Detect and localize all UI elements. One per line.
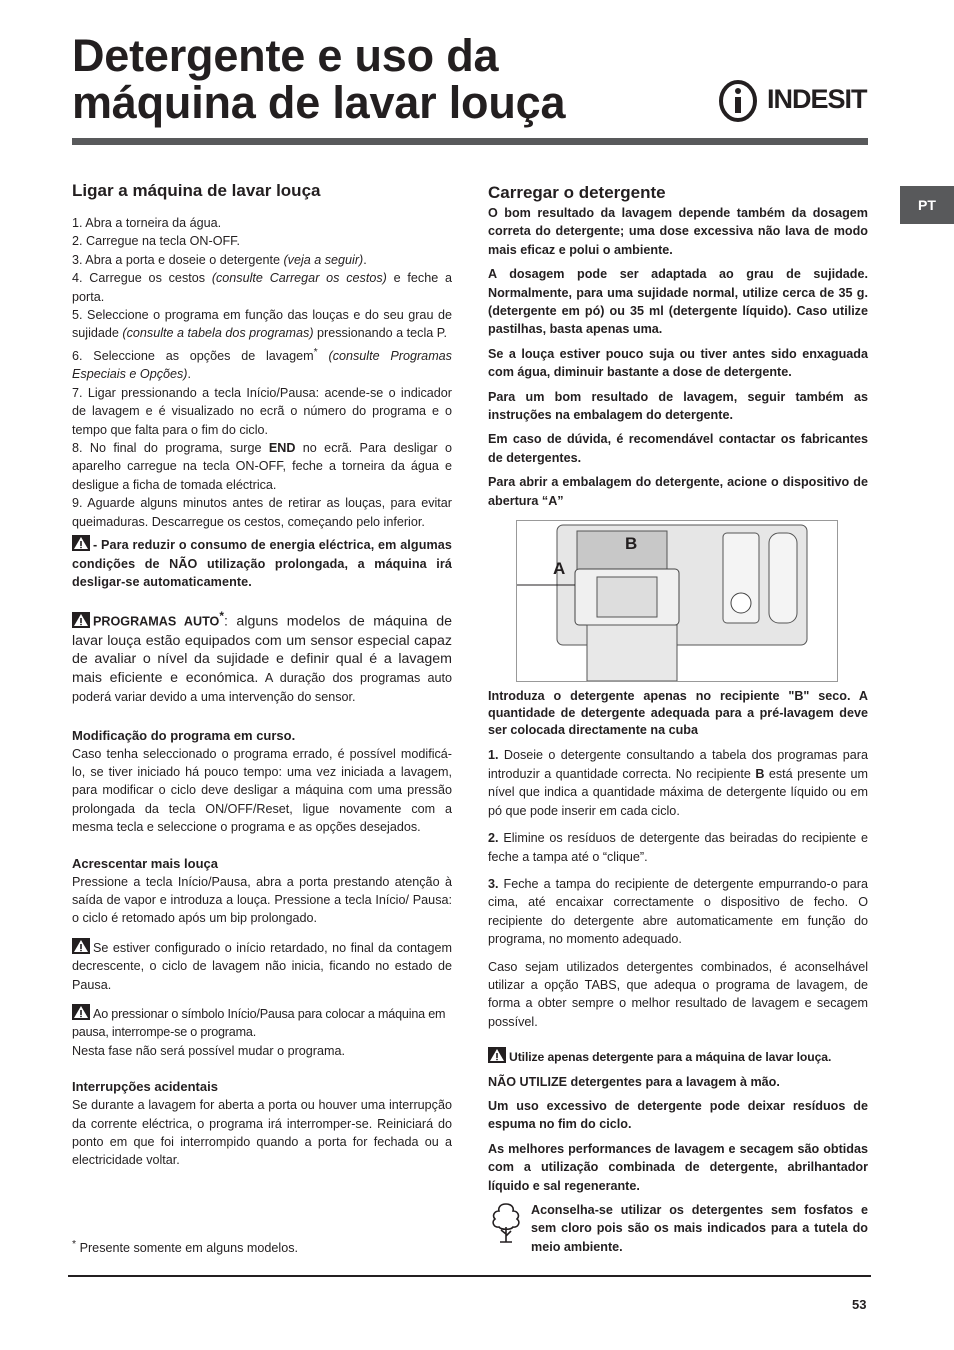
step-1: 1. Doseie o detergente consultando a tabela dos programas para introduzir a quantidade correcta. No recipiente B está presente um nível que indica a quantidade máxima de detergente líquido ou em pó que pode inserir em cada ciclo.	[488, 748, 868, 818]
step-item: 1. Abra a torneira da água.	[72, 216, 222, 230]
brand-name: INDESIT	[767, 84, 867, 114]
page-title: Detergente e uso da máquina de lavar louça	[72, 30, 566, 128]
step-item: 7. Ligar pressionando a tecla Início/Pausa: acende-se o indicador de lavagem e é visualizado no ecrã o número do programa e o tempo que falta para o fim do ciclo.	[72, 385, 452, 437]
step-item: 6. Seleccione as opções de lavagem* (consulte Programas Especiais e Opções).	[72, 345, 452, 382]
section-heading: Carregar o detergente	[488, 183, 666, 202]
eco-note: Aconselha-se utilizar os detergentes sem fosfatos e sem cloro pois são os mais indicados para a tutela do meio ambiente.	[531, 1203, 868, 1254]
page-number: 53	[852, 1297, 867, 1312]
warning-icon	[72, 612, 90, 628]
right-column	[488, 182, 868, 1256]
step-3: 3. Feche a tampa do recipiente de detergente empurrando-o para cima, até encaixar correctamente o dispositivo de fecho. O recipiente do detergente abre automaticamente em função do programa, no momento adequado.	[488, 876, 868, 947]
modify-text: Caso tenha seleccionado o programa errado, é possível modificá-lo, se tiver iniciado há pouco tempo: uma vez iniciada a lavagem, para modificar o ciclo deve desligar a máquina com uma pressão prolongada da tecla ON/OFF/Reset, ligue novamente com a mesma tecla e seleccione o programa e as opções desejados.	[72, 746, 452, 835]
tabs-paragraph: Caso sejam utilizados detergentes combinados, é aconselhável utilizar a opção TABS, que adequa o programa de lavagem, de forma a obter sempre o melhor resultado de lavagem e secagem possível.	[488, 959, 868, 1029]
step-item: 3. Abra a porta e doseie o detergente (veja a seguir).	[72, 252, 367, 267]
open-paragraph: Para abrir a embalagem do detergente, acione o dispositivo de abertura “A”	[488, 475, 868, 508]
auto-programs-paragraph: PROGRAMAS AUTO*: alguns modelos de máquina de lavar louça estão equipados com um sensor especial capaz de avaliar o nível da sujidade e definir qual é a lavagem mais eficiente e económica. A duração dos programas auto poderá variar devido a uma intervenção do sensor.	[72, 609, 452, 704]
contact-paragraph: Em caso de dúvida, é recomendável contactar os fabricantes de detergentes.	[488, 432, 868, 465]
label-a: A	[553, 559, 566, 579]
warning-detergent-type: Utilize apenas detergente para a máquina de lavar louça.	[488, 1047, 868, 1066]
step-item: 5. Seleccione o programa em função das louças e do seu grau de sujidade (consulte a tabela dos programas) pressionando a tecla P.	[72, 308, 452, 341]
eco-tree-icon	[488, 1200, 524, 1246]
header-rule	[72, 138, 868, 145]
warning-excess: Um uso excessivo de detergente pode deixar resíduos de espuma no fim do ciclo.	[488, 1098, 868, 1132]
label-b: B	[625, 534, 638, 554]
modify-heading: Modificação do programa em curso.	[72, 727, 296, 743]
step-item: 2. Carregue na tecla ON-OFF.	[72, 234, 240, 249]
pause-note: Nesta fase não será possível mudar o programa.	[72, 1043, 346, 1058]
left-column	[72, 180, 452, 1170]
detergent-dispenser-illustration	[516, 520, 838, 682]
warning-icon	[488, 1047, 506, 1063]
interruptions-text: Se durante a lavagem for aberta a porta ou houver uma interrupção da corrente eléctrica, o programa irá interromper-se. Reiniciará do ponto em que foi interrompido quando a porta for fechada ou a electricidade voltar.	[72, 1098, 452, 1168]
interruptions-heading: Interrupções acidentais	[72, 1079, 218, 1095]
steps-list	[72, 214, 452, 531]
add-dishes-heading: Acrescentar mais louça	[72, 855, 218, 871]
intro-paragraph: O bom resultado da lavagem depende também da dosagem correta do detergente; uma dose excessiva não lava de modo mais eficaz e polui o ambiente.	[488, 206, 868, 257]
dosage-paragraph: A dosagem pode ser adaptada ao grau de sujidade. Normalmente, para uma sujidade normal, utilize cerca de 35 g. (detergente em pó) ou 35 ml (detergente líquido). Caso utilize pastilhas, basta apenas uma.	[488, 267, 868, 337]
section-heading: Ligar a máquina de lavar louça	[72, 181, 321, 200]
language-tab: PT	[900, 186, 954, 224]
delay-warning: Se estiver configurado o início retardado, no final da contagem decrescente, o ciclo de lavagem não inicia, ficando no estado de Pausa.	[72, 938, 452, 994]
compartment-b-note: Introduza o detergente apenas no recipiente "B" seco. A quantidade de detergente adequada para a pré-lavagem deve ser colocada directamente na cuba	[488, 689, 868, 737]
warning-icon	[72, 1004, 90, 1020]
performance-note: As melhores performances de lavagem e secagem são obtidas com a utilização combinada de detergente, abrilhantador líquido e sal regenerante.	[488, 1141, 868, 1193]
footer-rule	[68, 1275, 871, 1277]
step-item: 8. No final do programa, surge END no ecrã. Para desligar o aparelho carregue na tecla ON-OFF, feche a torneira da água e desligue a ficha de tomada eléctrica.	[72, 441, 453, 492]
warning-hand-wash: NÃO UTILIZE detergentes para a lavagem à mão.	[488, 1074, 780, 1089]
footnote: * Presente somente em alguns modelos.	[72, 1238, 299, 1256]
dispenser-drawing	[517, 521, 837, 681]
energy-warning: - Para reduzir o consumo de energia eléctrica, em algumas condições de NÃO utilização prolongada, a máquina irá desligar-se automaticamente.	[72, 535, 452, 591]
light-soil-paragraph: Se a louça estiver pouco suja ou tiver antes sido enxaguada com água, diminuir bastante a dose de detergente.	[488, 346, 868, 380]
warning-icon	[72, 535, 90, 551]
add-dishes-text: Pressione a tecla Início/Pausa, abra a porta prestando atenção à saída de vapor e introduza a louça. Pressione a tecla Início/ Pausa: o ciclo é retomado após um bip prolongado.	[72, 874, 452, 926]
warning-icon	[72, 938, 90, 954]
step-item: 9. Aguarde alguns minutos antes de retirar as louças, para evitar queimaduras. Descarregue os cestos, começando pelo inferior.	[72, 496, 452, 529]
instructions-paragraph: Para um bom resultado de lavagem, seguir também as instruções na embalagem do detergente.	[488, 389, 868, 423]
step-2: 2. Elimine os resíduos de detergente das beiradas do recipiente e feche a tampa até o “clique”.	[488, 831, 868, 864]
step-item: 4. Carregue os cestos (consulte Carregar os cestos) e feche a porta.	[72, 271, 452, 304]
pause-warning: Ao pressionar o símbolo Início/Pausa para colocar a máquina em pausa, interrompe-se o programa.	[72, 1004, 452, 1042]
